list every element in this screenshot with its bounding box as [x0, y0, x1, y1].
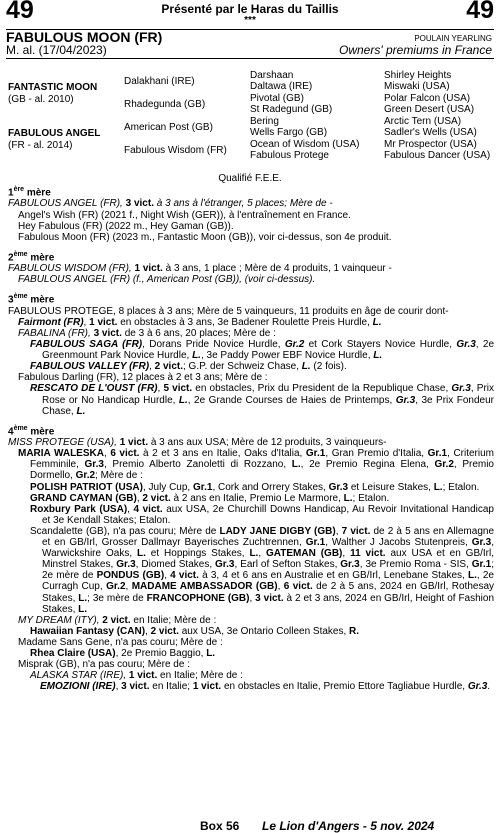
produce-item: POLISH PATRIOT (USA), July Cup, Gr.1, Cork and Orrery Stakes, Gr.3 et Leisure Stakes, L.; Etalon.	[30, 481, 480, 493]
pedigree-gen2: Rhadegunda (GB)	[124, 99, 206, 110]
lot-number: 49	[6, 0, 34, 24]
pedigree-gen3: Daltawa (IRE)	[250, 81, 313, 92]
fourth-dam: MISS PROTEGE (USA), 1 vict. à 3 ans aux USA; Mère de 12 produits, 3 vainqueurs-	[8, 437, 387, 449]
produce-item: ALASKA STAR (IRE), 1 vict. en Italie; Mère de :	[30, 670, 243, 682]
horse-name: FABULOUS MOON (FR)	[6, 29, 163, 45]
produce-item: FABULOUS ANGEL (FR) (f., American Post (GB)), (voir ci-dessus).	[18, 274, 316, 286]
produce-item: Fabulous Darling (FR), 12 places à 2 et 3 ans; Mère de :	[18, 372, 268, 384]
second-dam: FABULOUS WISDOM (FR), 1 vict. à 3 ans, 1 place ; Mère de 4 produits, 1 vainqueur -	[8, 263, 392, 275]
pedigree-gen4: Fabulous Dancer (USA)	[384, 150, 491, 161]
dam-line-body	[8, 184, 494, 692]
presented-by: Présenté par le Haras du Taillis	[161, 2, 339, 16]
pedigree-gen4: Arctic Tern (USA)	[384, 116, 462, 127]
header-rule-bottom	[6, 58, 494, 59]
stars: ***	[244, 15, 256, 26]
pedigree-gen4: Polar Falcon (USA)	[384, 93, 471, 104]
sale-info: Le Lion d'Angers - 5 nov. 2024	[262, 819, 435, 833]
produce-item: Rhea Claire (USA), 2e Premio Baggio, L.	[30, 647, 216, 659]
section-heading-2: 2ème mère	[8, 250, 55, 264]
pedigree-gen3: Fabulous Protege	[250, 150, 329, 161]
pedigree-gen3: Darshaan	[250, 70, 294, 81]
produce-item: Fabulous Moon (FR) (2023 m., Fantastic Moon (GB)), voir ci-dessus, son 4e produit.	[18, 231, 392, 243]
pedigree-gen3: Pivotal (GB)	[250, 93, 304, 104]
pedigree-gen3: Wells Fargo (GB)	[250, 127, 328, 138]
produce-item: Hey Fabulous (FR) (2022 m., Hey Gaman (GB)).	[18, 220, 234, 232]
first-dam: FABULOUS ANGEL (FR), 3 vict. à 3 ans à l'étranger, 5 places; Mère de -	[8, 198, 333, 210]
horse-sex-dob: M. al. (17/04/2023)	[6, 43, 107, 57]
pedigree-gen3: Bering	[250, 116, 279, 127]
produce-item: Fairmont (FR), 1 vict. en obstacles à 3 ans, 3e Badener Roulette Preis Hurdle, L.	[18, 316, 382, 328]
pedigree-gen3: Ocean of Wisdom (USA)	[250, 139, 360, 150]
qualification: Qualifié F.E.E.	[218, 173, 282, 184]
produce-item: FABALINA (FR), 3 vict. de 3 à 6 ans, 20 places; Mère de :	[18, 328, 276, 340]
pedigree-gen3: St Radegund (GB)	[250, 104, 333, 115]
produce-item: GRAND CAYMAN (GB), 2 vict. à 2 ans en Italie, Premio Le Marmore, L.; Etalon.	[30, 492, 390, 504]
horse-type: POULAIN YEARLING	[414, 34, 492, 43]
section-heading-3: 3ème mère	[8, 293, 55, 306]
pedigree-gen4: Green Desert (USA)	[384, 104, 475, 115]
produce-item: Madame Sans Gene, n'a pas couru; Mère de :	[18, 636, 223, 648]
produce-item: MARIA WALESKA, 6 vict. à 2 et 3 ans en Italie, Oaks d'Italia, Gr.1, Gran Premio d'Italia, Gr.1, Criterium Femminile, Gr.3, Premio Alberto Zanoletti di Rozzano, L., 2e Premio Regina Elena, Gr.2, Premio Dormello, Gr.2; Mère de :	[18, 448, 494, 482]
produce-item: RESCATO DE L'OUST (FR), 5 vict. en obstacles, Prix du President de la Republique Chase, Gr.3, Prix Rose or No Handicap Hurdle, L., 2e Grande Courses de Haies de Printemps, Gr.3, 3e Prix Fondeur Chase, L.	[30, 383, 494, 417]
pedigree-gen4: Shirley Heights	[384, 70, 452, 81]
produce-item: Hawaiian Fantasy (CAN), 2 vict. aux USA, 3e Ontario Colleen Stakes, R.	[30, 625, 360, 637]
produce-item: FABULOUS SAGA (FR), Dorans Pride Novice Hurdle, Gr.2 et Cork Stayers Novice Hurdle, Gr.3, 2e Greenmount Park Novice Hurdle, L., 3e Paddy Power EBF Novice Hurdle, L.	[30, 339, 495, 362]
produce-item: Angel's Wish (FR) (2021 f., Night Wish (GER)), à l'entraînement en France.	[18, 209, 351, 221]
lot-number-right: 49	[466, 0, 494, 24]
dam-info: (FR - al. 2014)	[8, 140, 73, 151]
produce-item: Roxbury Park (USA), 4 vict. aux USA, 2e Churchill Downs Handicap, Au Revoir Invitational Handicap et 3e Kendall Stakes; Etalon.	[30, 503, 494, 526]
pedigree-gen2: Fabulous Wisdom (FR)	[124, 145, 227, 156]
owners-premiums: Owners' premiums in France	[339, 43, 492, 57]
third-dam: FABULOUS PROTEGE, 8 places à 3 ans; Mère de 5 vainqueurs, 11 produits en âge de courir dont-	[8, 305, 449, 317]
dam-name: FABULOUS ANGEL	[8, 128, 101, 139]
pedigree-gen4: Miswaki (USA)	[384, 81, 450, 92]
produce-item: EMOZIONI (IRE), 3 vict. en Italie; 1 vict. en obstacles en Italie, Premio Ettore Tagliabue Hurdle, Gr.3.	[40, 681, 491, 693]
sire-name: FANTASTIC MOON	[8, 82, 98, 93]
pedigree-gen2: Dalakhani (IRE)	[124, 76, 195, 87]
produce-item: MY DREAM (ITY), 2 vict. en Italie; Mère de :	[18, 614, 217, 626]
sire-info: (GB - al. 2010)	[8, 94, 74, 105]
produce-item: Misprak (GB), n'a pas couru; Mère de :	[18, 659, 190, 671]
produce-item: Scandalette (GB), n'a pas couru; Mère de LADY JANE DIGBY (GB), 7 vict. de 2 à 5 ans en Allemagne et en GB/Irl, Grosser Dallmayr Bayerisches Zuchtrennen, Gr.1, Walther J Jacobs Stutenpreis, Gr.3, Warwickshire Oaks, L. et Hoppings Stakes, L., GATEMAN (GB), 11 vict. aux USA et en GB/Irl, Minstrel Stakes, Gr.3, Diomed Stakes, Gr.3, Earl of Sefton Stakes, Gr.3, 3e Premio Roma - SIS, Gr.1; 2e mère de PONDUS (GB), 4 vict. à 3, 4 et 6 ans en Australie et en GB/Irl, Lenebane Stakes, L., 2e Curragh Cup, Gr.2, MADAME AMBASSADOR (GB), 6 vict. de 2 à 5 ans, 2024 en GB/Irl, Rothesay Stakes, L.; 3e mère de FRANCOPHONE (GB), 3 vict. à 2 et 3 ans, 2024 en GB/Irl, Height of Fashion Stakes, L.	[30, 525, 495, 615]
box-number: Box 56	[200, 819, 240, 833]
section-heading-1: 1ère mère	[8, 186, 51, 199]
pedigree-gen4: Mr Prospector (USA)	[384, 139, 477, 150]
produce-item: FABULOUS VALLEY (FR), 2 vict.; G.P. der Schweiz Chase, L. (2 fois).	[30, 361, 347, 373]
pedigree-gen4: Sadler's Wells (USA)	[384, 127, 477, 138]
pedigree-gen2: American Post (GB)	[124, 122, 213, 133]
section-heading-4: 4ème mère	[8, 424, 55, 438]
